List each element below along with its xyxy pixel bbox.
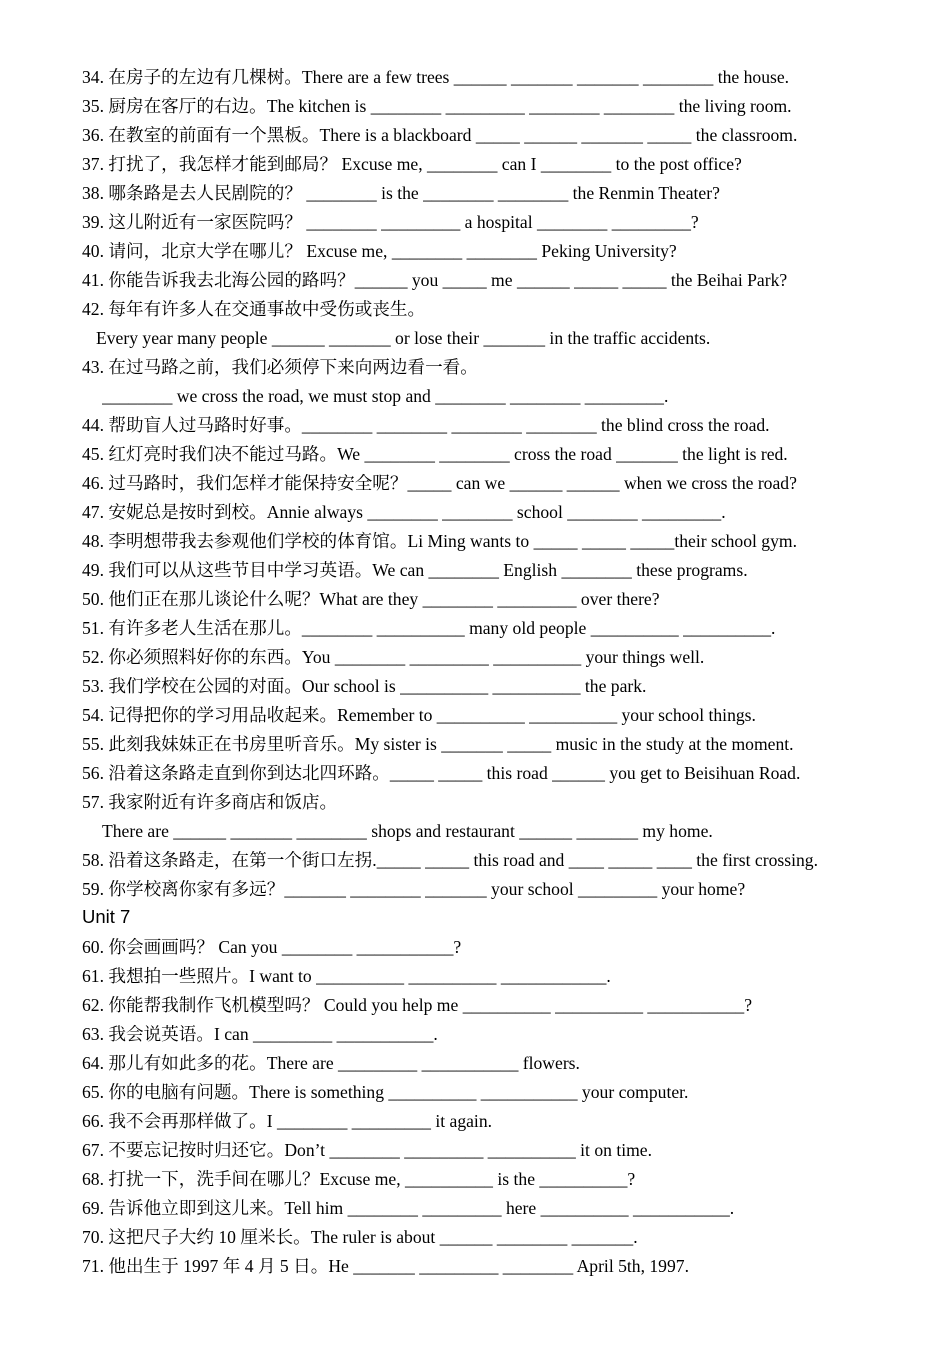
exercise-70: 70. 这把尺子大约 10 厘米长。The ruler is about ______ ________ _______. [82,1227,638,1247]
exercise-50: 50. 他们正在那儿谈论什么呢？What are they ________ _________ over there? [82,589,660,609]
exercise-41: 41. 你能告诉我去北海公园的路吗？______ you _____ me ______ _____ _____ the Beihai Park? [82,270,788,290]
exercise-63: 63. 我会说英语。I can _________ ___________. [82,1024,438,1044]
exercise-43-answer: ________ we cross the road, we must stop and ________ ________ _________. [102,386,669,406]
exercise-62: 62. 你能帮我制作飞机模型吗？ Could you help me __________ __________ ___________? [82,995,753,1015]
exercise-39: 39. 这儿附近有一家医院吗？ ________ _________ a hospital ________ _________? [82,212,699,232]
exercise-37: 37. 打扰了，我怎样才能到邮局？ Excuse me, ________ can I ________ to the post office? [82,154,742,174]
exercise-35: 35. 厨房在客厅的右边。The kitchen is ________ _________ ________ ________ the living room. [82,96,792,116]
exercise-69: 69. 告诉他立即到这儿来。Tell him ________ _________ here __________ ___________. [82,1198,735,1218]
exercise-60: 60. 你会画画吗？ Can you ________ ___________? [82,937,462,957]
exercise-57-answer: There are ______ _______ ________ shops and restaurant ______ _______ my home. [102,821,713,841]
exercise-58: 58. 沿着这条路走，在第一个街口左拐._____ _____ this road and ____ _____ ____ the first crossing. [82,850,818,870]
exercise-53: 53. 我们学校在公园的对面。Our school is __________ __________ the park. [82,676,647,696]
exercise-40: 40. 请问，北京大学在哪儿？ Excuse me, ________ ________ Peking University? [82,241,677,261]
exercise-57-prompt: 57. 我家附近有许多商店和饭店。 [82,792,338,812]
exercise-71: 71. 他出生于 1997 年 4 月 5 日。He _______ _________ ________ April 5th, 1997. [82,1256,689,1276]
exercise-61: 61. 我想拍一些照片。I want to __________ __________ ____________. [82,966,611,986]
exercise-51: 51. 有许多老人生活在那儿。________ __________ many old people __________ __________. [82,618,776,638]
exercise-42-answer: Every year many people ______ _______ or lose their _______ in the traffic accidents. [96,328,711,348]
exercise-36: 36. 在教室的前面有一个黑板。There is a blackboard _____ ______ _______ _____ the classroom. [82,125,798,145]
exercise-38: 38. 哪条路是去人民剧院的？ ________ is the ________ ________ the Renmin Theater? [82,183,720,203]
exercise-34: 34. 在房子的左边有几棵树。There are a few trees ______ _______ _______ ________ the house. [82,67,790,87]
exercise-48: 48. 李明想带我去参观他们学校的体育馆。Li Ming wants to _____ _____ _____their school gym. [82,531,797,551]
exercise-55: 55. 此刻我妹妹正在书房里听音乐。My sister is _______ _____ music in the study at the moment. [82,734,794,754]
exercise-45: 45. 红灯亮时我们决不能过马路。We ________ ________ cross the road _______ the light is red. [82,444,788,464]
exercise-52: 52. 你必须照料好你的东西。You ________ _________ __________ your things well. [82,647,705,667]
exercise-66: 66. 我不会再那样做了。I ________ _________ it again. [82,1111,493,1131]
exercise-47: 47. 安妮总是按时到校。Annie always ________ ________ school ________ _________. [82,502,726,522]
exercise-54: 54. 记得把你的学习用品收起来。Remember to __________ __________ your school things. [82,705,756,725]
exercise-56: 56. 沿着这条路走直到你到达北四环路。_____ _____ this road ______ you get to Beisihuan Road. [82,763,801,783]
exercise-59: 59. 你学校离你家有多远？_______ ________ _______ your school _________ your home? [82,879,746,899]
exercise-64: 64. 那儿有如此多的花。There are _________ ___________ flowers. [82,1053,580,1073]
exercise-46: 46. 过马路时，我们怎样才能保持安全呢？_____ can we ______ ______ when we cross the road? [82,473,797,493]
exercise-68: 68. 打扰一下，洗手间在哪儿？Excuse me, __________ is the __________? [82,1169,636,1189]
exercise-49: 49. 我们可以从这些节目中学习英语。We can ________ English ________ these programs. [82,560,748,580]
exercise-43-prompt: 43. 在过马路之前，我们必须停下来向两边看一看。 [82,357,478,377]
exercise-65: 65. 你的电脑有问题。There is something __________ ___________ your computer. [82,1082,689,1102]
exercise-67: 67. 不要忘记按时归还它。Don’t ________ _________ __________ it on time. [82,1140,653,1160]
unit-heading: Unit 7 [82,906,131,927]
exercise-44: 44. 帮助盲人过马路时好事。________ ________ ________ ________ the blind cross the road. [82,415,770,435]
exercise-42-prompt: 42. 每年有许多人在交通事故中受伤或丧生。 [82,299,426,319]
